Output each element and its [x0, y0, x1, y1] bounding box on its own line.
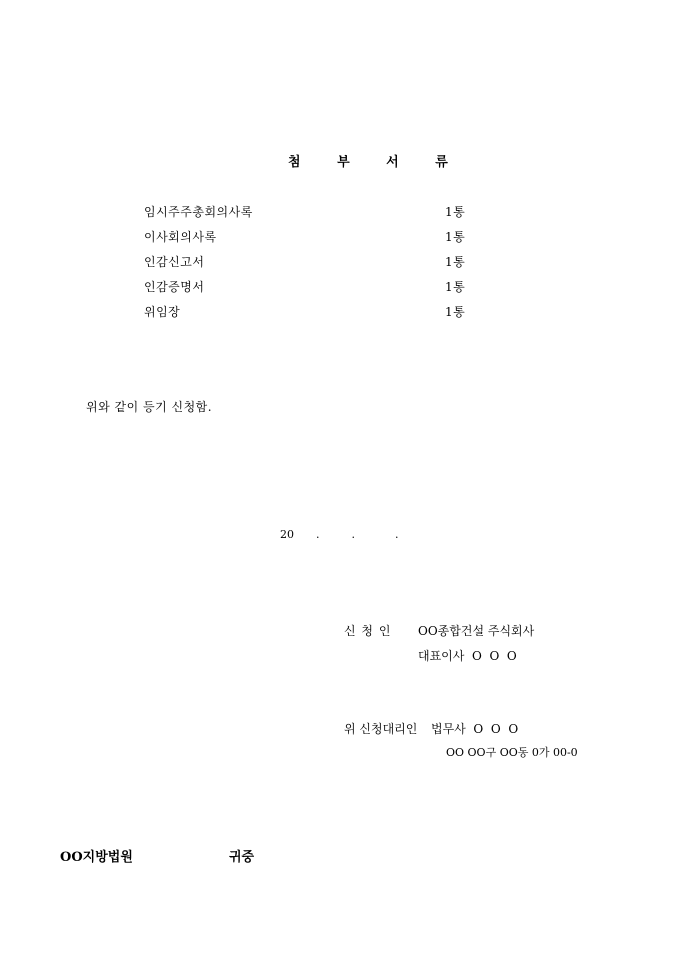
list-item — [144, 303, 474, 328]
application-statement: 위와 같이 등기 신청함. — [86, 400, 213, 414]
attachments-title: 첨 부 서 류 — [288, 155, 464, 170]
attachment-name: 인감증명서 — [144, 280, 205, 294]
proxy-label: 위 신청대리인 — [344, 722, 418, 736]
list-item — [144, 228, 474, 253]
date-line — [280, 529, 399, 540]
attachment-count: 1통 — [445, 205, 466, 219]
attachment-name: 위임장 — [144, 305, 181, 319]
attachment-name: 인감신고서 — [144, 255, 205, 269]
attachments-list — [144, 203, 474, 328]
attachment-name: 이사회의사록 — [144, 230, 217, 244]
proxy-address: OO OO구 OO동 0가 00-0 — [446, 746, 578, 759]
list-item — [144, 253, 474, 278]
attachment-count: 1통 — [445, 230, 466, 244]
attachment-count: 1통 — [445, 305, 466, 319]
court-name: OO지방법원 — [60, 850, 133, 865]
attachment-count: 1통 — [445, 255, 466, 269]
court-honorific: 귀중 — [229, 850, 255, 865]
applicant-label: 신 청 인 — [344, 624, 392, 638]
attachment-count: 1통 — [445, 280, 466, 294]
date-separator: . — [316, 528, 320, 541]
date-separator: . — [351, 528, 355, 541]
date-separator: . — [395, 528, 399, 541]
applicant-company: OO종합건설 주식회사 — [418, 624, 535, 638]
attachment-name: 임시주주총회의사록 — [144, 205, 253, 219]
date-year-prefix: 20 — [280, 528, 294, 541]
list-item — [144, 203, 474, 228]
proxy-name: 법무사 O O O — [431, 722, 519, 736]
applicant-representative: 대표이사 O O O — [418, 649, 517, 663]
list-item — [144, 278, 474, 303]
